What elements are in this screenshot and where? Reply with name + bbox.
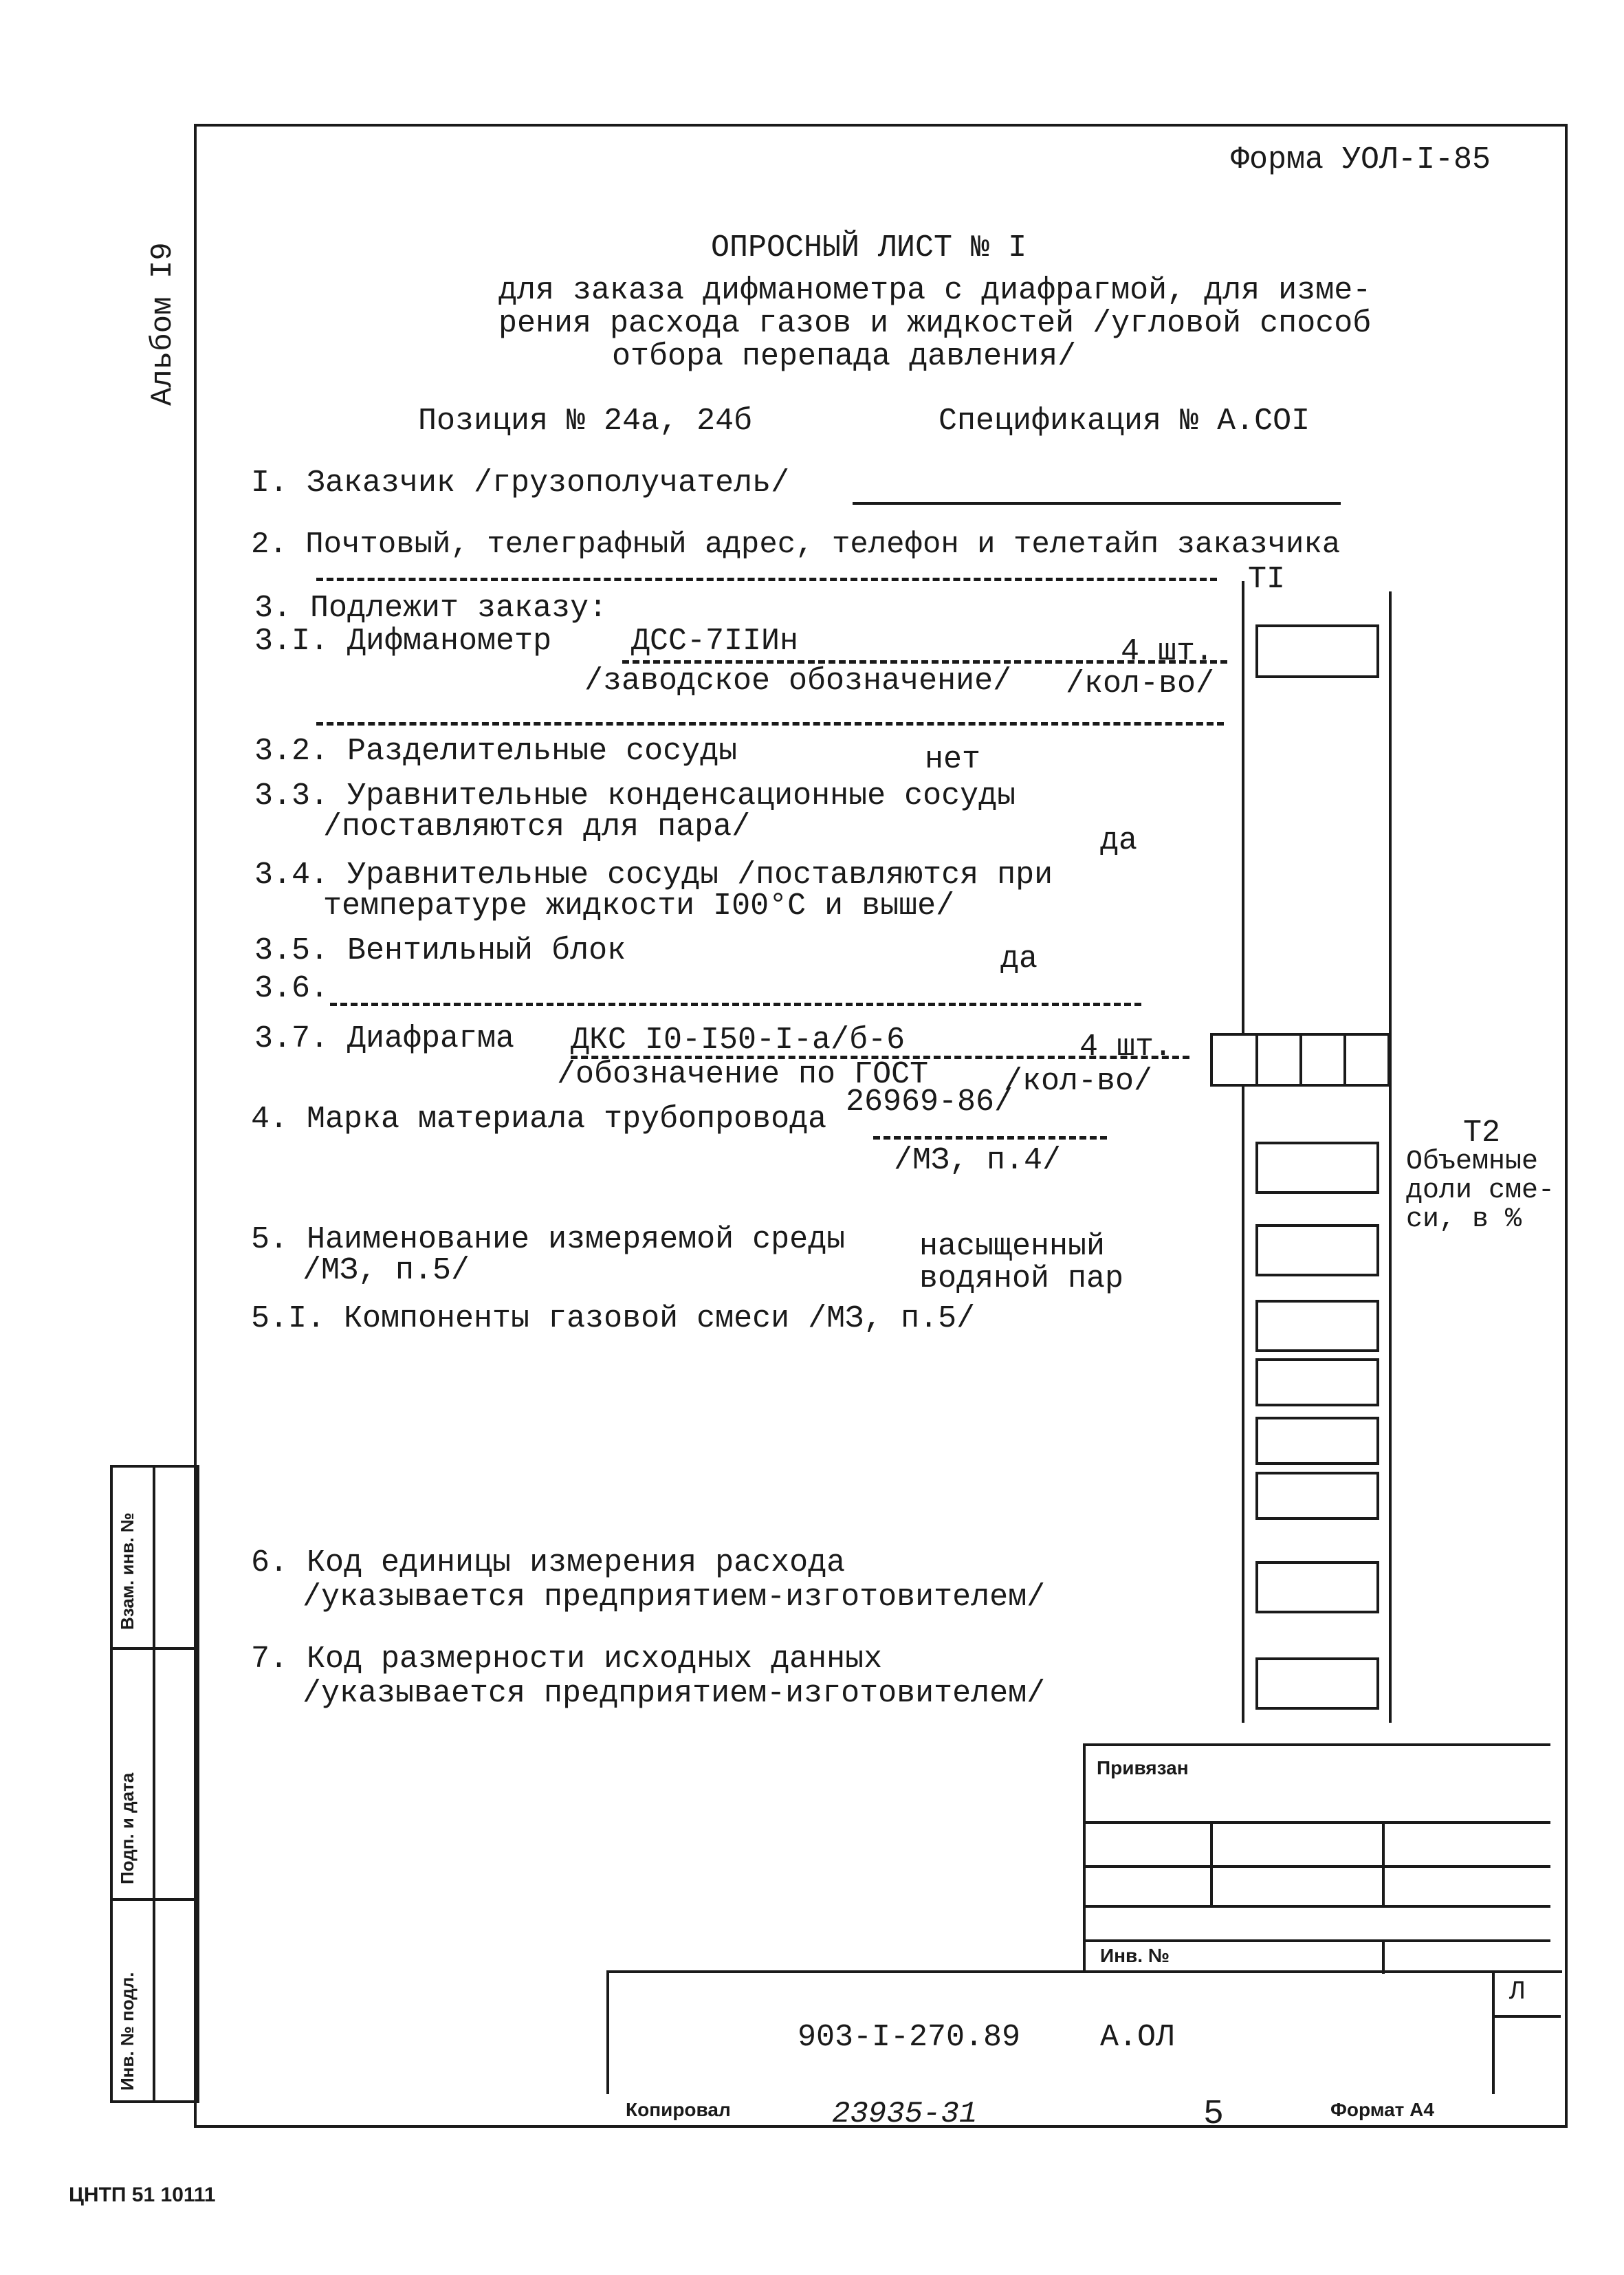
item-4-ref: /МЗ, п.4/ [894,1143,1062,1178]
item-3-1-qty-note: /кол-во/ [1066,666,1215,701]
item-3-4-line-1: 3.4. Уравнительные сосуды /поставляются при [254,858,1053,893]
gas-box-6 [1255,1472,1379,1520]
item-3-7-qty-note: /кол-во/ [1004,1064,1153,1099]
doc-title: ОПРОСНЫЙ ЛИСТ № I [711,230,1027,265]
gas-box-7 [1255,1561,1379,1613]
item-3-3-line-2: /поставляются для пара/ [323,809,751,845]
gas-box-3 [1255,1300,1379,1352]
tb-sheet-sep [1492,1970,1495,2094]
tb-main-top [606,1970,1562,1973]
side-stamp-inv: Инв. № подл. [117,1972,138,2091]
tb-row-2 [1083,1865,1550,1868]
item-2: 2. Почтовый, телеграфный адрес, телефон и телетайп заказчика [251,527,1341,562]
tb-row-3 [1083,1905,1550,1908]
column-t2-desc-1: Объемные [1406,1146,1539,1177]
t1-input-box [1255,624,1379,678]
item-6-line-2: /указывается предприятием-изготовителем/ [303,1580,1046,1615]
gas-box-2 [1255,1224,1379,1276]
gas-box-1 [1255,1142,1379,1194]
item-3-3-value: да [1100,823,1138,858]
subtitle-line-1: для заказа дифманометра с диафрагмой, для изме- [498,273,1372,308]
item-5-line-1: 5. Наименование измеряемой среды [251,1222,846,1257]
item-3-5-value: да [1000,941,1038,977]
item-3-2-value: нет [925,742,981,777]
tb-format: Формат А4 [1330,2099,1434,2120]
subtitle-line-2: рения расхода газов и жидкостей /угловой способ [498,306,1372,341]
orifice-cell-4 [1343,1033,1390,1087]
item-5-1: 5.I. Компоненты газовой смеси /МЗ, п.5/ [251,1301,976,1336]
item-2-fill-dash [316,578,1217,581]
item-3-6: 3.6. [254,971,329,1006]
tb-privyazan: Привязан [1097,1757,1189,1778]
column-left-edge [1242,581,1244,1723]
position-number: Позиция № 24а, 24б [418,404,753,439]
side-stamp-line-2 [110,1898,197,1901]
item-3-7-note: /обозначение по ГОСТ [557,1057,929,1092]
item-5-value-1: насыщенный [919,1229,1106,1264]
tb-col-1 [1210,1821,1213,1907]
tb-sheet-label: Л [1509,1977,1525,2007]
tb-main-left [606,1970,609,2094]
item-3-1-note: /заводское обозначение/ [584,664,1012,699]
tb-row-1 [1083,1821,1550,1824]
tb-inv: Инв. № [1100,1945,1170,1966]
item-7-line-2: /указывается предприятием-изготовителем/ [303,1676,1046,1711]
item-6-line-1: 6. Код единицы измерения расхода [251,1545,846,1580]
item-1-fill-line [853,502,1341,505]
item-3-1-value: ДСС-7IIИн [631,624,799,659]
column-t2-label: T2 [1463,1115,1501,1151]
item-3-6-dash [330,1003,1141,1006]
tb-sheet-line [1492,2015,1561,2018]
tb-page-number: 5 [1203,2095,1225,2134]
form-code: Форма УОЛ-I-85 [1231,142,1491,177]
column-t2-desc-2: доли сме- [1406,1175,1555,1206]
tb-left-upper [1083,1743,1086,1970]
orifice-cell-1 [1210,1033,1258,1087]
column-right-edge [1389,591,1392,1723]
orifice-cell-3 [1299,1033,1346,1087]
gas-box-4 [1255,1358,1379,1406]
album-label: Альбом I9 [146,242,180,406]
side-stamp-line-1 [110,1647,197,1650]
item-3-5: 3.5. Вентильный блок [254,933,626,968]
tb-col-2 [1382,1821,1385,1907]
item-3-7-value: ДКС I0-I50-I-а/б-6 [571,1023,906,1058]
item-3-1-label: 3.I. Дифманометр [254,624,552,659]
imprint: ЦНТП 51 10111 [69,2184,216,2206]
item-3-4-line-2: температуре жидкости I00°С и выше/ [323,889,955,924]
item-4: 4. Марка материала трубопровода [251,1102,827,1137]
item-1: I. Заказчик /грузополучатель/ [251,466,790,501]
column-t2-desc-3: си, в % [1406,1204,1522,1235]
tb-col-3 [1382,1939,1385,1974]
item-3: 3. Подлежит заказу: [254,591,608,626]
subtitle-line-3: отбора перепада давления/ [612,339,1077,374]
item-3-7-qty: 4 шт. [1079,1030,1173,1065]
side-stamp-divider [153,1465,155,2100]
tb-row-4 [1083,1939,1550,1942]
specification-number: Спецификация № А.СОI [939,404,1310,439]
item-3-7-label: 3.7. Диафрагма [254,1021,515,1056]
item-3-7-gost: 26969-86/ [846,1085,1013,1120]
item-5-line-2: /МЗ, п.5/ [303,1253,470,1288]
side-stamp-vzam: Взам. инв. № [117,1512,138,1630]
item-4-dash [873,1136,1107,1140]
tb-project-code: 903-I-270.89 [798,2020,1021,2055]
item-3-3-line-1: 3.3. Уравнительные конденсационные сосуды [254,779,1016,814]
item-5-value-2: водяной пар [919,1261,1124,1296]
item-3-2: 3.2. Разделительные сосуды [254,734,738,769]
gas-box-8 [1255,1657,1379,1710]
column-t1-label: TI [1248,562,1286,597]
tb-top [1083,1743,1550,1746]
item-3-1-dash-2 [316,722,1224,726]
orifice-cell-2 [1255,1033,1302,1087]
gas-box-5 [1255,1417,1379,1465]
side-stamp-podp: Подп. и дата [117,1772,138,1884]
tb-copy-number: 23935-31 [832,2097,978,2131]
tb-doc-code: А.ОЛ [1100,2020,1175,2055]
item-3-1-qty: 4 шт. [1121,634,1214,669]
tb-kopiroval: Копировал [626,2099,731,2120]
item-7-line-1: 7. Код размерности исходных данных [251,1642,883,1677]
